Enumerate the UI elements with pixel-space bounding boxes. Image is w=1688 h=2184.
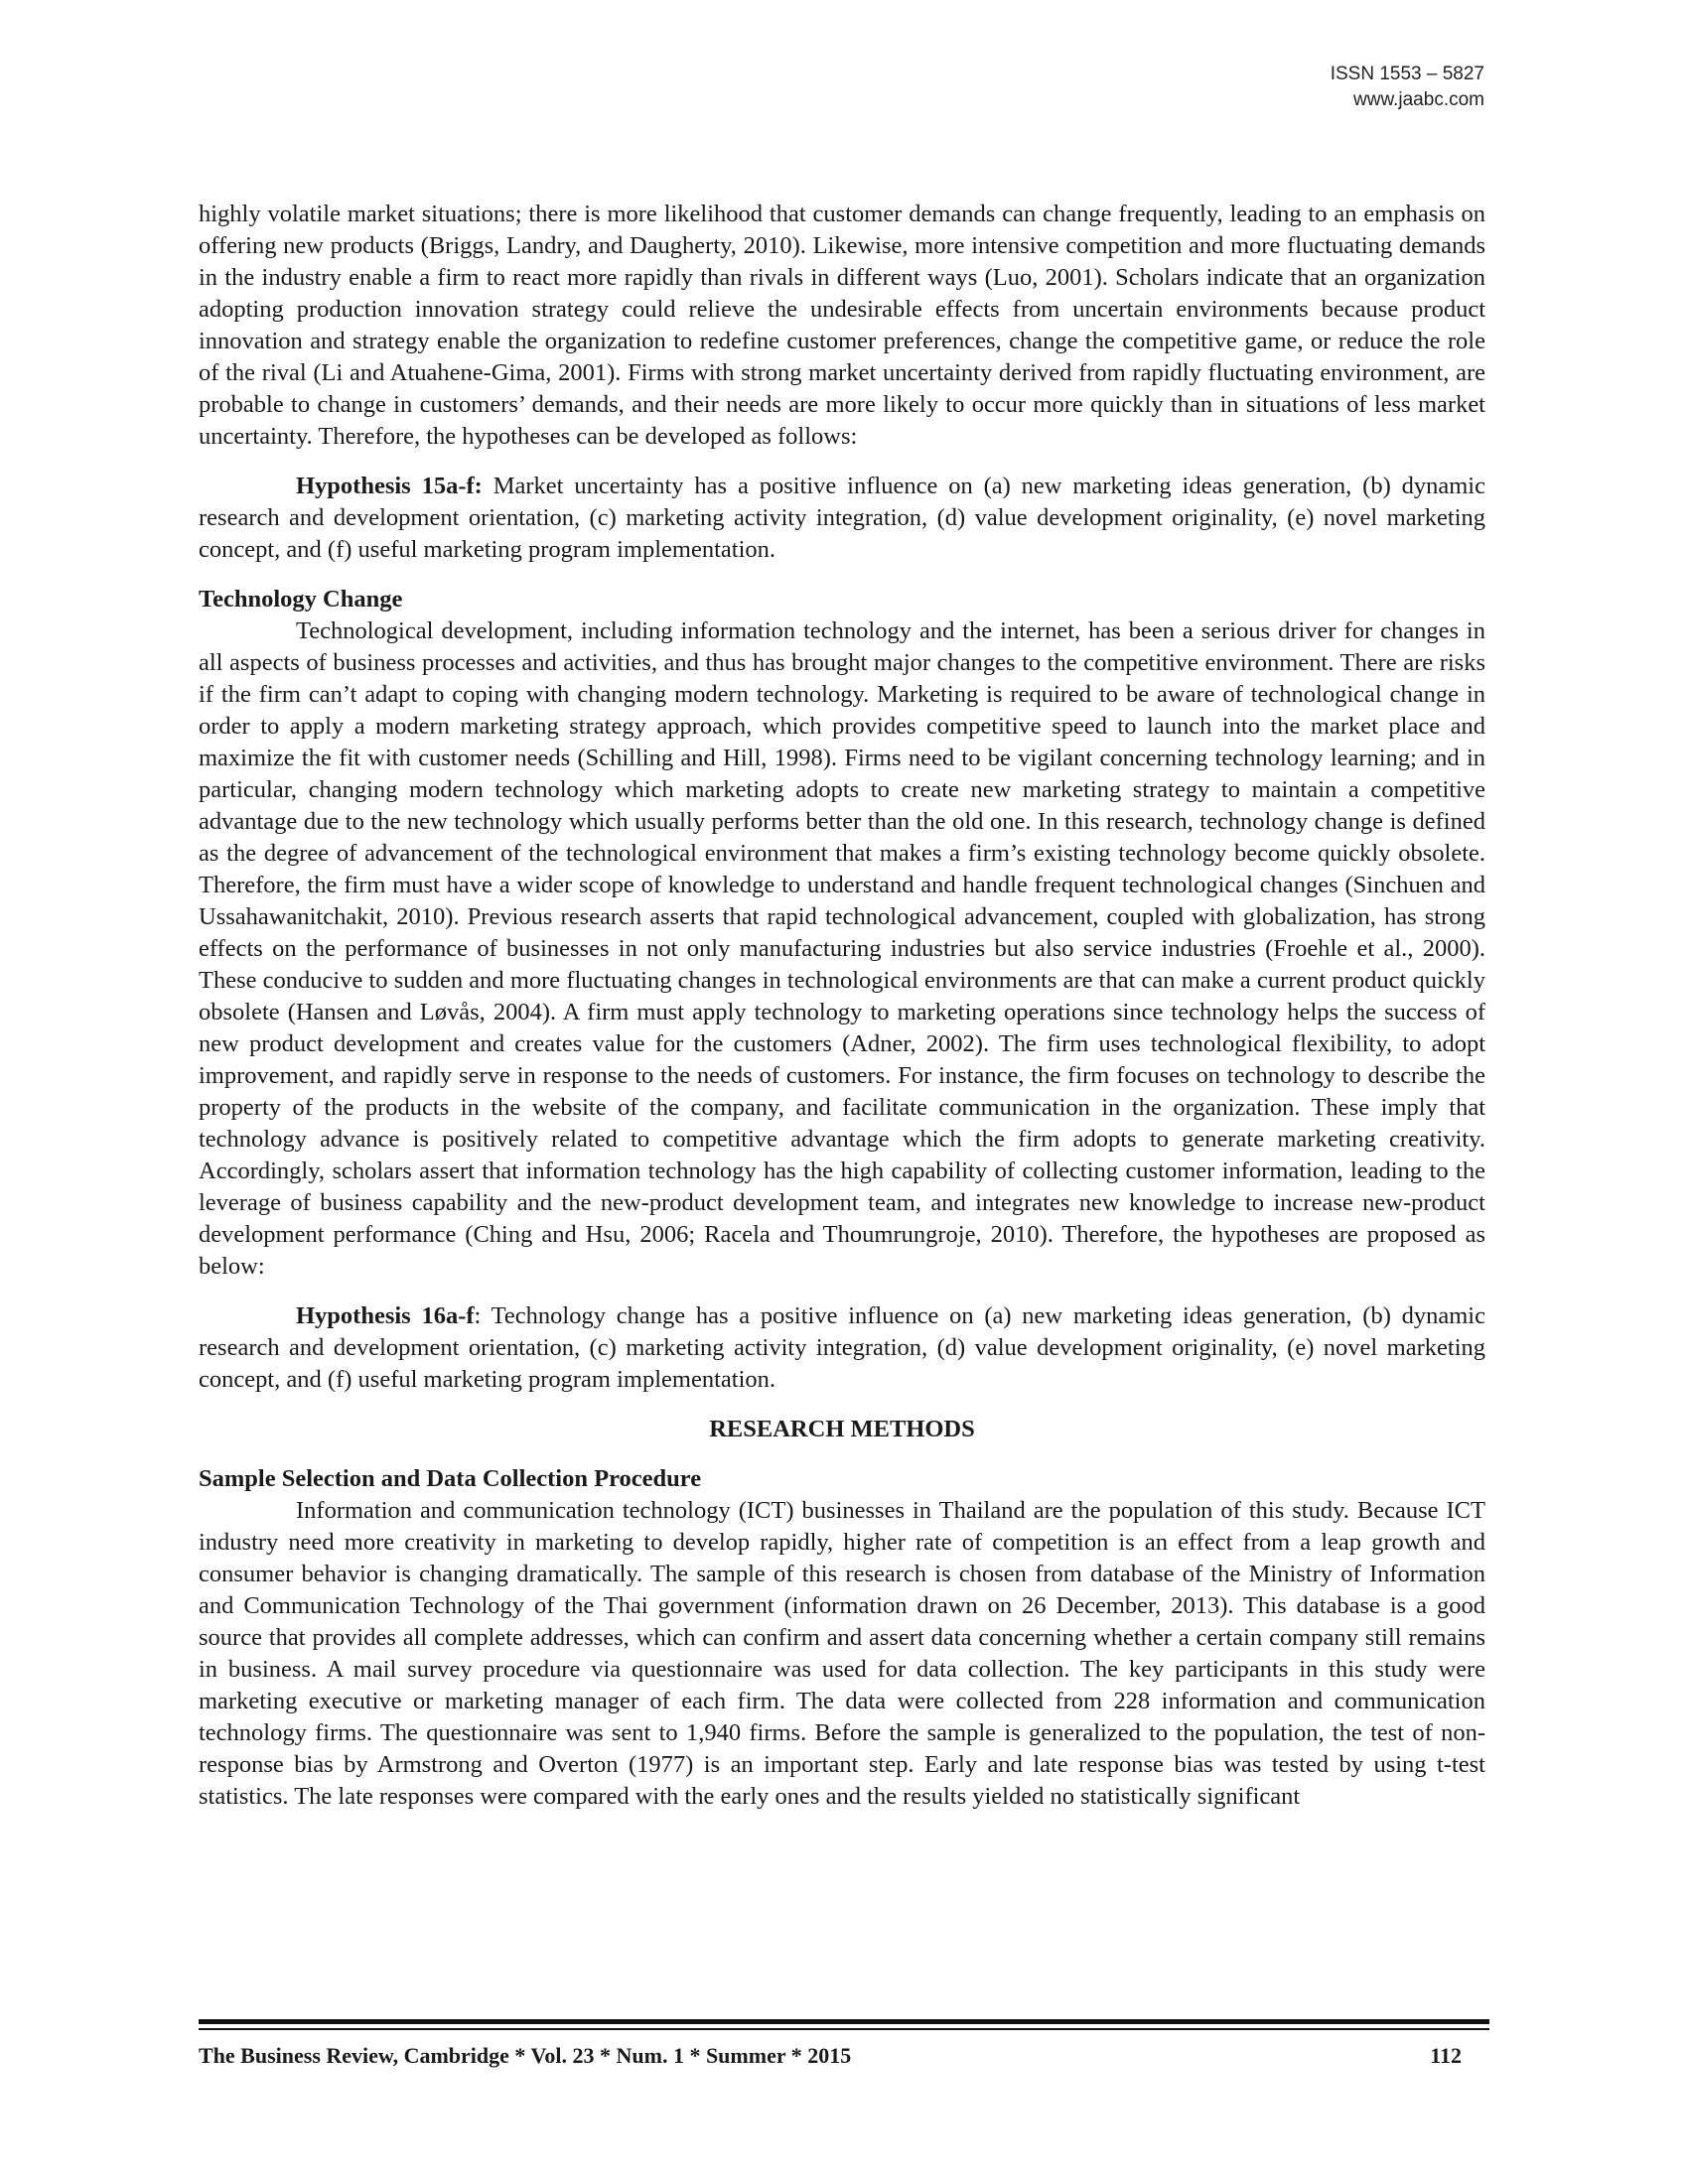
hypothesis-15-label: Hypothesis 15a-f: xyxy=(296,473,483,499)
technology-change-heading: Technology Change xyxy=(199,586,403,613)
hypothesis-16-text: : Technology change has a positive influence on (a) new marketing ideas generation, (b) dynamic research and development orientation, (c) marketing activity integration, (d) value development originality, (e) novel marketing concept, and (f) useful marketing program implementation. xyxy=(199,1302,1485,1393)
hypothesis-15-text: Market uncertainty has a positive influence on (a) new marketing ideas generation, (b) dynamic research and development orientation, (c) marketing activity integration, (d) value development originality, (e) novel marketing concept, and (f) useful marketing program implementation. xyxy=(199,473,1485,563)
hypothesis-16-label: Hypothesis 16a-f xyxy=(296,1302,475,1329)
research-methods-heading: RESEARCH METHODS xyxy=(709,1416,975,1442)
page-footer xyxy=(199,2041,1462,2071)
footer-rule-thin xyxy=(199,2028,1489,2030)
intro-paragraph: highly volatile market situations; there is more likelihood that customer demands can change frequently, leading to an emphasis on offering new products (Briggs, Landry, and Daugherty, 2010). Likewise, more intensive competition and more fluctuating demands in the industry enable a firm to react more rapidly than rivals in different ways (Luo, 2001). Scholars indicate that an organization adopting production innovation strategy could relieve the undesirable effects from uncertain environments because product innovation and strategy enable the organization to redefine customer preferences, change the competitive game, or reduce the role of the rival (Li and Atuahene-Gima, 2001). Firms with strong market uncertainty derived from rapidly fluctuating environment, are probable to change in customers’ demands, and their needs are more likely to occur more quickly than in situations of less market uncertainty. Therefore, the hypotheses can be developed as follows: xyxy=(199,201,1485,450)
article-body xyxy=(199,199,1485,1813)
website-text: www.jaabc.com xyxy=(1353,89,1484,110)
page-header xyxy=(1331,62,1484,113)
technology-change-paragraph: Technological development, including information technology and the internet, has been a serious driver for changes in all aspects of business processes and activities, and thus has brought major changes to the competitive environment. There are risks if the firm can’t adapt to coping with changing modern technology. Marketing is required to be aware of technological change in order to apply a modern marketing strategy approach, which provides competitive speed to launch into the market place and maximize the fit with customer needs (Schilling and Hill, 1998). Firms need to be vigilant concerning technology learning; and in particular, changing modern technology which marketing adopts to create new marketing strategy to maintain a competitive advantage due to the new technology which usually performs better than the old one. In this research, technology change is defined as the degree of advancement of the technological environment that makes a firm’s existing technology become quickly obsolete. Therefore, the firm must have a wider scope of knowledge to understand and handle frequent technological changes (Sinchuen and Ussahawanitchakit, 2010). Previous research asserts that rapid technological advancement, coupled with globalization, has strong effects on the performance of businesses in not only manufacturing industries but also service industries (Froehle et al., 2000). These conducive to sudden and more fluctuating changes in technological environments are that can make a current product quickly obsolete (Hansen and Løvås, 2004). A firm must apply technology to marketing operations since technology helps the success of new product development and creates value for the customers (Adner, 2002). The firm uses technological flexibility, to adopt improvement, and rapidly serve in response to the needs of customers. For instance, the firm focuses on technology to describe the property of the products in the website of the company, and facilitate communication in the organization. These imply that technology advance is positively related to competitive advantage which the firm adopts to generate marketing creativity. Accordingly, scholars assert that information technology has the high capability of collecting customer information, leading to the leverage of business capability and the new-product development team, and integrates new knowledge to increase new-product development performance (Ching and Hsu, 2006; Racela and Thoumrungroje, 2010). Therefore, the hypotheses are proposed as below: xyxy=(199,617,1485,1280)
footer-rule-thick xyxy=(199,2019,1489,2024)
sample-selection-paragraph: Information and communication technology (ICT) businesses in Thailand are the population of this study. Because ICT industry need more creativity in marketing to develop rapidly, higher rate of competition is an effect from a leap growth and consumer behavior is changing dramatically. The sample of this research is chosen from database of the Ministry of Information and Communication Technology of the Thai government (information drawn on 26 December, 2013). This database is a good source that provides all complete addresses, which can confirm and assert data concerning whether a certain company still remains in business. A mail survey procedure via questionnaire was used for data collection. The key participants in this study were marketing executive or marketing manager of each firm. The data were collected from 228 information and communication technology firms. The questionnaire was sent to 1,940 firms. Before the sample is generalized to the population, the test of non-response bias by Armstrong and Overton (1977) is an important step. Early and late response bias was tested by using t-test statistics. The late responses were compared with the early ones and the results yielded no statistically significant xyxy=(199,1497,1485,1810)
journal-citation: The Business Review, Cambridge * Vol. 23 * Num. 1 * Summer * 2015 xyxy=(199,2043,852,2068)
sample-selection-heading: Sample Selection and Data Collection Procedure xyxy=(199,1465,702,1492)
page-number: 112 xyxy=(1430,2043,1462,2068)
hypothesis-15-paragraph xyxy=(199,471,1485,566)
hypothesis-16-paragraph xyxy=(199,1300,1485,1396)
issn-text: ISSN 1553 – 5827 xyxy=(1330,64,1484,84)
